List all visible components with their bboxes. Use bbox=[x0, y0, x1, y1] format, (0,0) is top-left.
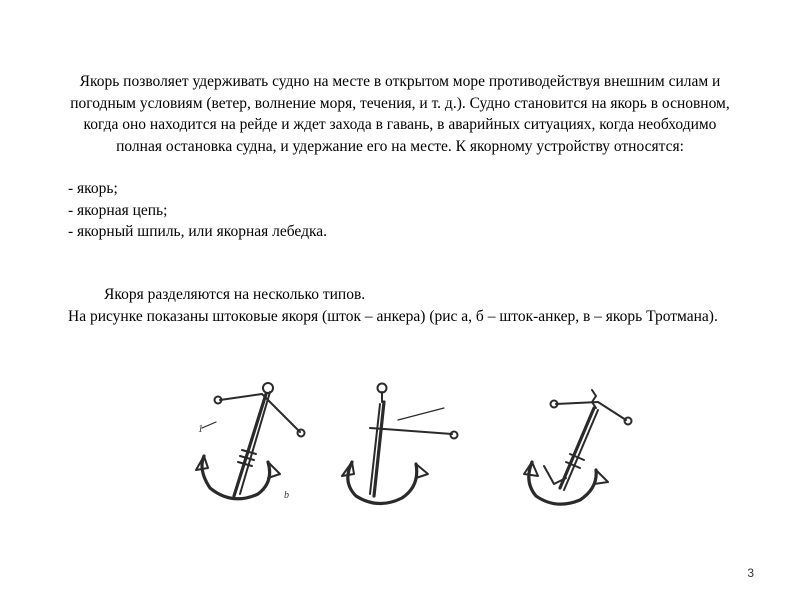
anchor-figure-b bbox=[342, 384, 458, 504]
figure-label-b: b bbox=[284, 490, 289, 501]
page-number: 3 bbox=[747, 566, 754, 580]
types-paragraph bbox=[68, 284, 748, 327]
list-item-anchor: - якорь; bbox=[68, 180, 118, 197]
types-text: На рисунке показаны штоковые якоря (шток – анкера) (рис а, б – шток-анкер, в – якорь Тротмана). bbox=[68, 307, 718, 325]
anchor-figure-c bbox=[524, 390, 632, 504]
intro-paragraph: Якорь позволяет удерживать судно на месте в открытом море противодействуя внешним силам и погодным условиям (ветер, волнение моря, течения, и т. д.). Судно становится на якорь в основном, когда оно находится на рейде и ждет захода в гавань, в аварийных ситуациях, когда необходимо полная остановка судна, и удержание его на месте. К якорному устройству относятся: bbox=[70, 73, 730, 155]
anchor-figure-a bbox=[196, 383, 305, 501]
anchor-device-list bbox=[68, 178, 728, 243]
figure-label-1: 1 bbox=[198, 424, 203, 435]
types-heading: Якоря разделяются на несколько типов. bbox=[104, 286, 366, 303]
list-item-chain: - якорная цепь; bbox=[68, 201, 168, 219]
anchor-figures bbox=[180, 378, 640, 518]
list-item-windlass: - якорный шпиль, или якорная лебедка. bbox=[68, 223, 328, 240]
